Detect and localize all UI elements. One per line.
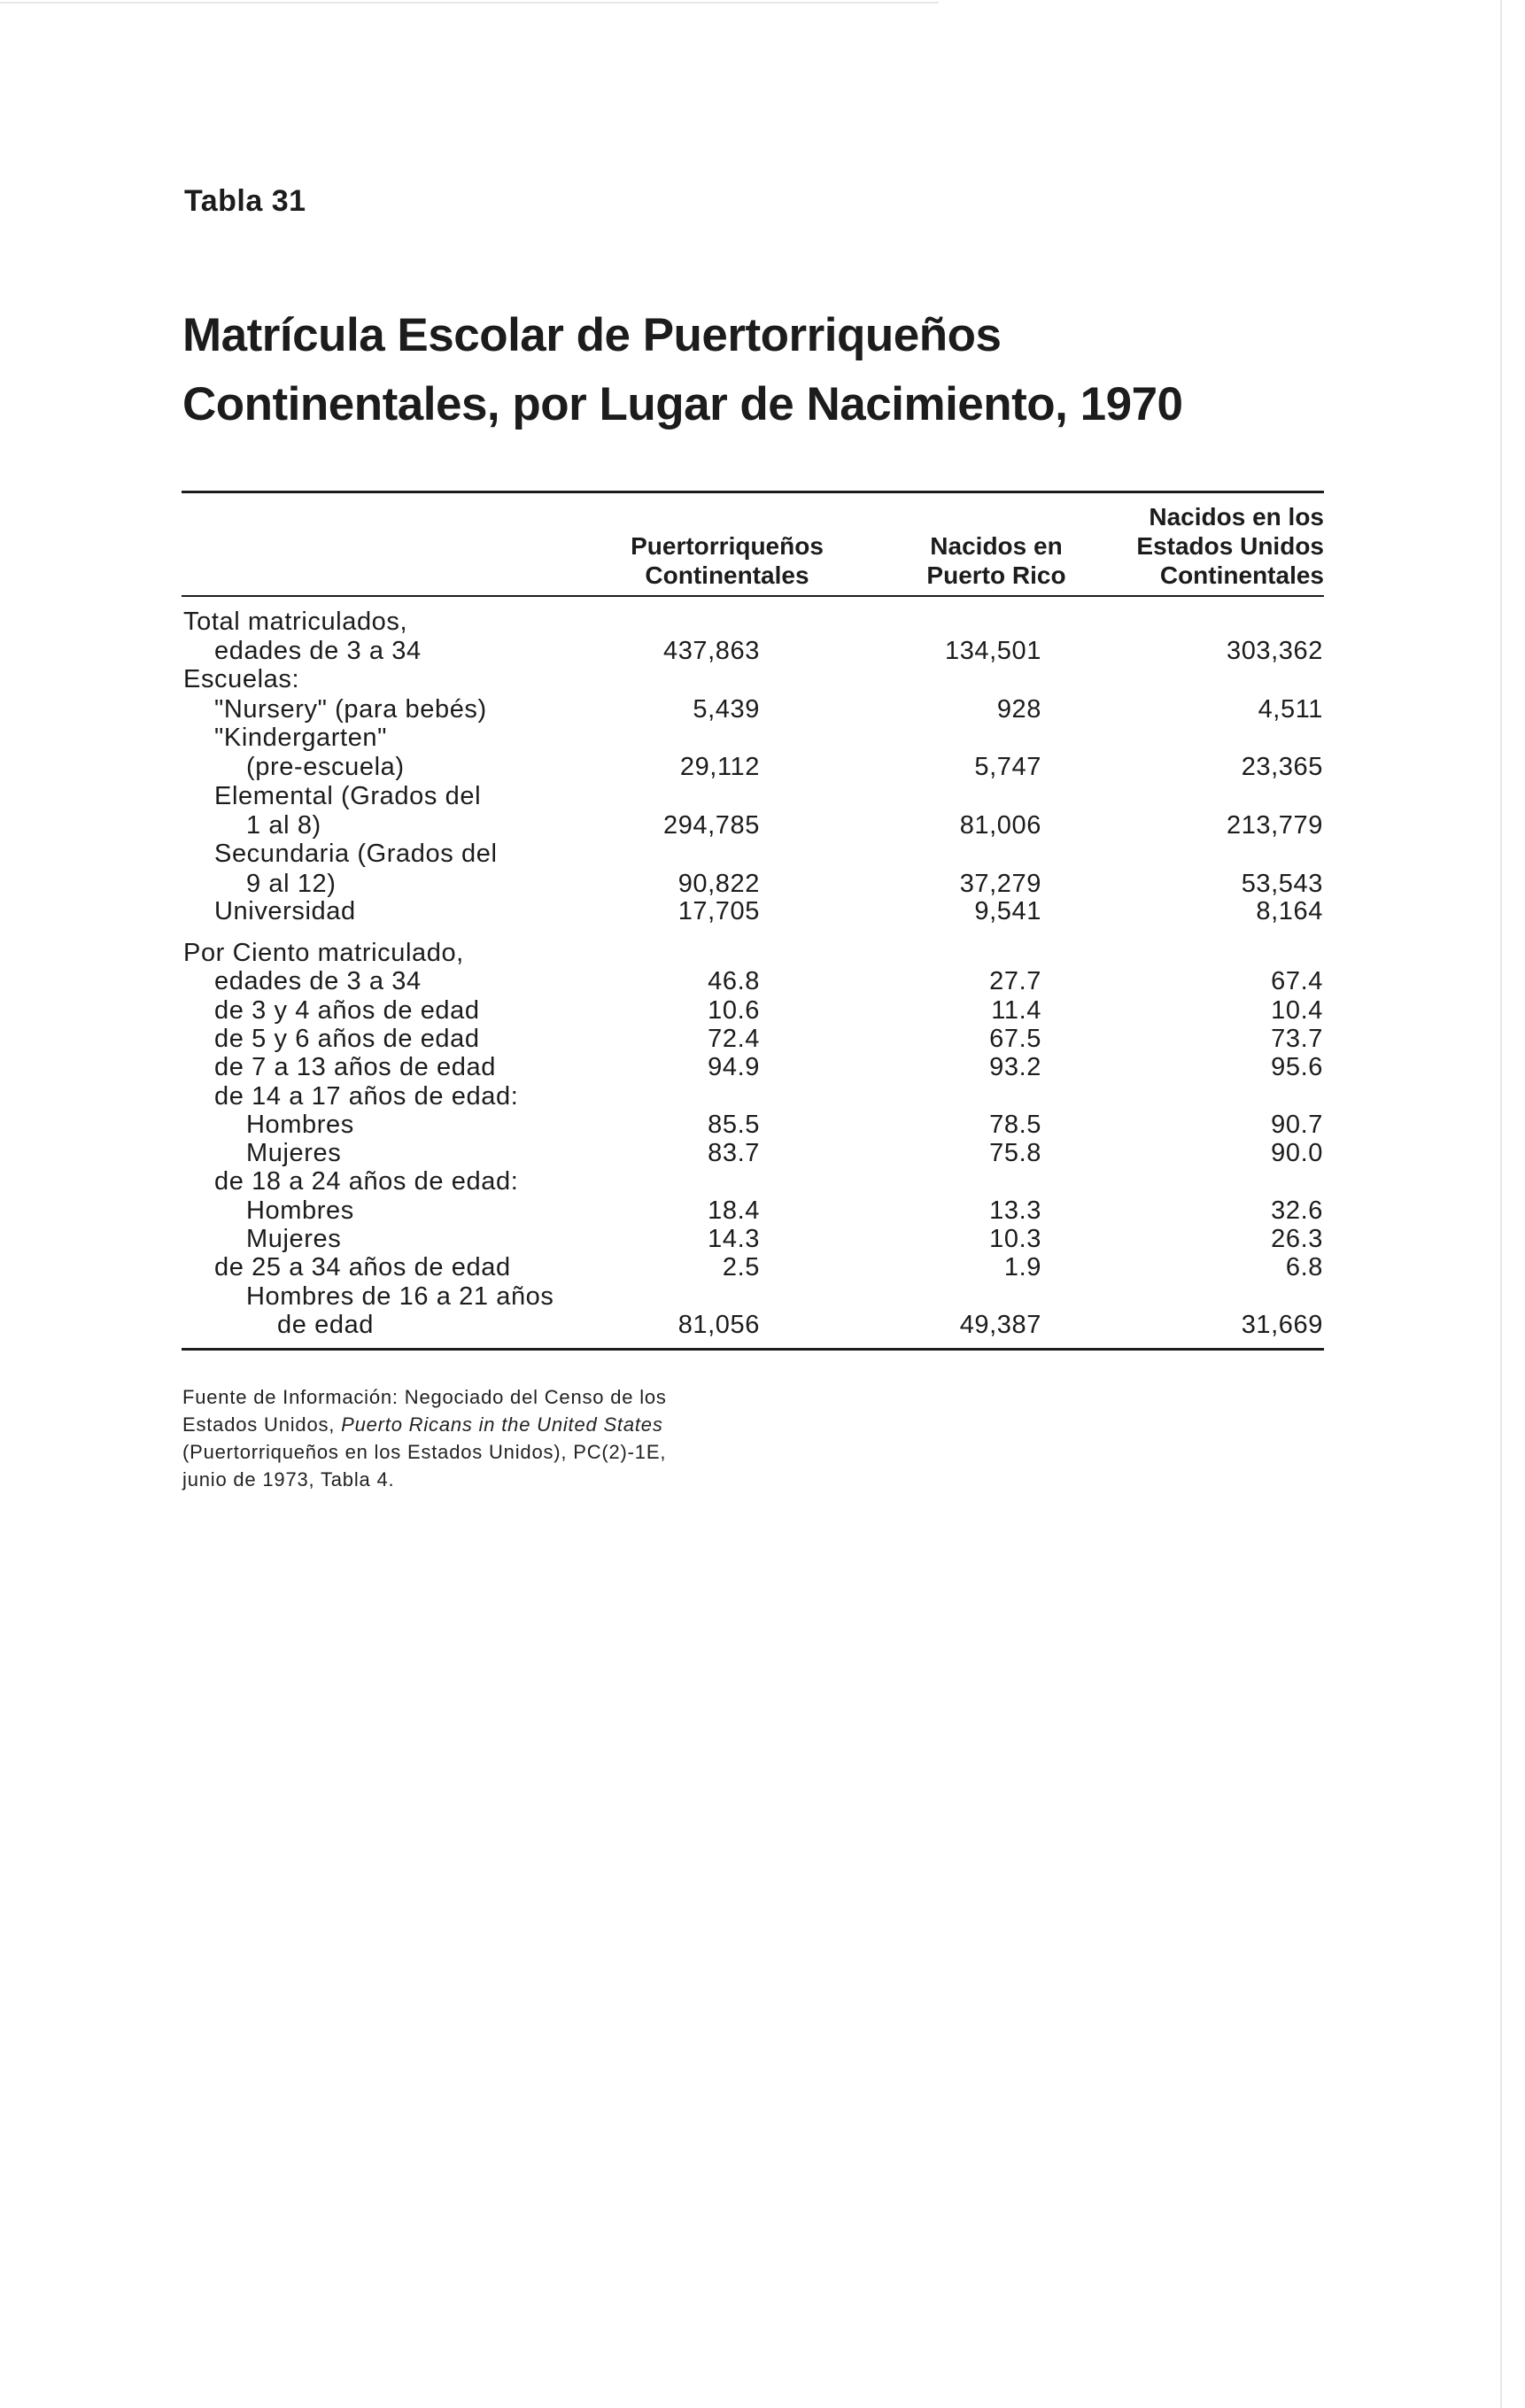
cell-puerto-rico: 5,747	[974, 753, 1041, 781]
source-publication: Puerto Ricans in the United States	[341, 1413, 663, 1436]
cell-puerto-rico: 928	[996, 695, 1041, 724]
cell-continentales: 90,822	[677, 870, 760, 898]
cell-estados-unidos: 90.7	[1271, 1111, 1323, 1139]
cell-continentales: 437,863	[662, 637, 760, 665]
cell-continentales: 14.3	[708, 1225, 760, 1253]
cell-estados-unidos: 26.3	[1271, 1225, 1323, 1253]
cell-estados-unidos: 32.6	[1271, 1196, 1323, 1225]
table-row	[0, 840, 1525, 869]
row-label: de 25 a 34 años de edad	[214, 1253, 511, 1281]
table-row	[0, 1225, 1525, 1254]
cell-continentales: 29,112	[679, 753, 760, 781]
cell-puerto-rico: 27.7	[989, 967, 1041, 995]
row-label: Hombres de 16 a 21 años	[246, 1282, 554, 1311]
row-label: 9 al 12)	[246, 870, 337, 898]
table-row	[0, 811, 1525, 840]
cell-continentales: 294,785	[662, 811, 760, 840]
cell-estados-unidos: 213,779	[1226, 811, 1323, 840]
column-header-estados-unidos	[1094, 502, 1324, 590]
table-row	[0, 1282, 1525, 1312]
row-label: Total matriculados,	[183, 608, 408, 636]
page-top-edge	[0, 2, 939, 4]
table-header-rule	[182, 595, 1324, 597]
row-label: de 18 a 24 años de edad:	[214, 1167, 519, 1196]
cell-continentales: 10.6	[708, 996, 760, 1025]
row-label: de 14 a 17 años de edad:	[214, 1082, 519, 1111]
column-header-line: Nacidos en	[930, 532, 1063, 560]
column-header-line: Puerto Rico	[926, 561, 1066, 589]
cell-puerto-rico: 1.9	[1003, 1253, 1041, 1281]
row-label: Hombres	[246, 1111, 354, 1139]
cell-estados-unidos: 8,164	[1256, 897, 1323, 925]
row-label: edades de 3 a 34	[214, 967, 422, 995]
row-label: de 7 a 13 años de edad	[214, 1053, 496, 1081]
table-row	[0, 782, 1525, 811]
cell-estados-unidos: 53,543	[1241, 870, 1323, 898]
table-row	[0, 1253, 1525, 1282]
cell-estados-unidos: 4,511	[1258, 695, 1323, 724]
row-label: 1 al 8)	[246, 811, 321, 840]
cell-continentales: 2.5	[722, 1253, 760, 1281]
column-header-line: Nacidos en los	[1149, 503, 1324, 530]
row-label: Por Ciento matriculado,	[183, 939, 464, 967]
row-label: de edad	[277, 1311, 375, 1339]
cell-estados-unidos: 95.6	[1271, 1053, 1323, 1081]
table-row	[0, 753, 1525, 782]
column-header-continentales	[590, 531, 864, 590]
cell-estados-unidos: 67.4	[1271, 967, 1323, 995]
cell-continentales: 5,439	[693, 695, 760, 724]
row-label: de 3 y 4 años de edad	[214, 996, 480, 1025]
source-note	[182, 1383, 714, 1493]
cell-puerto-rico: 13.3	[989, 1196, 1041, 1225]
cell-estados-unidos: 73.7	[1271, 1025, 1323, 1053]
column-header-line: Estados Unidos	[1136, 532, 1324, 560]
cell-estados-unidos: 10.4	[1271, 996, 1323, 1025]
column-header-line: Continentales	[1159, 561, 1324, 589]
table-bottom-rule	[182, 1348, 1324, 1351]
cell-continentales: 94.9	[708, 1053, 760, 1081]
cell-puerto-rico: 134,501	[944, 637, 1041, 665]
table-row	[0, 1111, 1525, 1140]
table-row	[0, 967, 1525, 996]
row-label: (pre-escuela)	[246, 753, 405, 781]
table-row	[0, 1082, 1525, 1111]
cell-continentales: 83.7	[708, 1139, 760, 1167]
row-label: edades de 3 a 34	[214, 637, 422, 665]
cell-puerto-rico: 67.5	[989, 1025, 1041, 1053]
cell-estados-unidos: 6.8	[1285, 1253, 1323, 1281]
source-suffix: (Puertorriqueños en los Estados Unidos), PC(2)-1E, junio de 1973, Tabla 4.	[182, 1441, 667, 1490]
cell-continentales: 72.4	[708, 1025, 760, 1053]
cell-continentales: 81,056	[677, 1311, 760, 1339]
cell-continentales: 46.8	[708, 967, 760, 995]
cell-puerto-rico: 9,541	[974, 897, 1041, 925]
cell-estados-unidos: 23,365	[1241, 753, 1323, 781]
title-line-1: Matrícula Escolar de Puertorriqueños	[182, 309, 1002, 361]
row-label: Hombres	[246, 1196, 354, 1225]
table-row	[0, 695, 1525, 724]
cell-puerto-rico: 11.4	[991, 996, 1041, 1025]
row-label: de 5 y 6 años de edad	[214, 1025, 480, 1053]
table-label: Tabla 31	[184, 184, 306, 218]
row-label: Escuelas:	[183, 665, 300, 693]
cell-puerto-rico: 78.5	[989, 1111, 1041, 1139]
cell-puerto-rico: 37,279	[959, 870, 1041, 898]
table-row	[0, 724, 1525, 753]
table-row	[0, 1053, 1525, 1082]
table-top-rule	[182, 491, 1324, 493]
table-row	[0, 1196, 1525, 1226]
table-row	[0, 1167, 1525, 1196]
table-row	[0, 870, 1525, 899]
column-header-line: Puertorriqueños	[631, 532, 824, 560]
table-row	[0, 1139, 1525, 1168]
cell-estados-unidos: 303,362	[1226, 637, 1323, 665]
column-header-line: Continentales	[645, 561, 809, 589]
table-row	[0, 996, 1525, 1026]
cell-continentales: 85.5	[708, 1111, 760, 1139]
column-header-puerto-rico	[899, 531, 1094, 590]
row-label: Secundaria (Grados del	[214, 840, 498, 868]
cell-puerto-rico: 93.2	[989, 1053, 1041, 1081]
table-row	[0, 637, 1525, 666]
cell-estados-unidos: 31,669	[1241, 1311, 1323, 1339]
cell-puerto-rico: 49,387	[959, 1311, 1041, 1339]
row-label: Universidad	[214, 897, 356, 925]
source-prefix: Fuente de Información: Negociado del Censo de los Estados Unidos,	[182, 1386, 667, 1436]
cell-continentales: 17,705	[677, 897, 760, 925]
cell-estados-unidos: 90.0	[1271, 1139, 1323, 1167]
table-row	[0, 665, 1525, 694]
row-label: Mujeres	[246, 1225, 342, 1253]
cell-puerto-rico: 81,006	[959, 811, 1041, 840]
row-label: Mujeres	[246, 1139, 342, 1167]
title-line-2: Continentales, por Lugar de Nacimiento, 1970	[182, 378, 1183, 430]
row-label: Elemental (Grados del	[214, 782, 482, 810]
cell-puerto-rico: 10.3	[989, 1225, 1041, 1253]
page-title	[182, 301, 1183, 439]
cell-puerto-rico: 75.8	[989, 1139, 1041, 1167]
cell-continentales: 18.4	[708, 1196, 760, 1225]
table-row	[0, 939, 1525, 968]
table-row	[0, 608, 1525, 637]
table-row	[0, 1311, 1525, 1340]
row-label: "Nursery" (para bebés)	[214, 695, 487, 724]
table-row	[0, 1025, 1525, 1054]
row-label: "Kindergarten"	[214, 724, 388, 752]
table-row	[0, 897, 1525, 926]
